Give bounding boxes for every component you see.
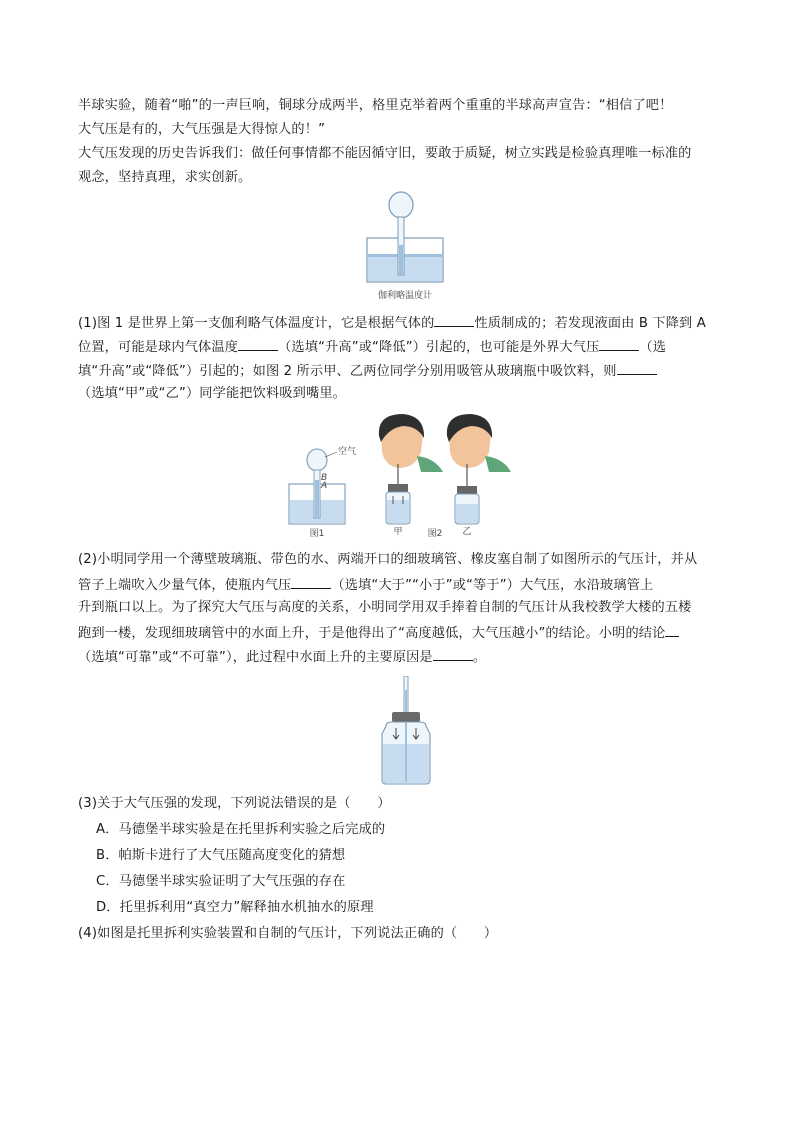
point-b-label: B	[321, 473, 328, 483]
q2-line-2	[78, 574, 653, 596]
barometer-bottle-figure	[374, 676, 438, 786]
air-label: 空气	[338, 447, 357, 457]
jia-label: 甲	[393, 527, 403, 537]
q3-option-d[interactable]: D．托里拆利用“真空力”解释抽水机抽水的原理	[96, 900, 374, 915]
q2-text: 。	[472, 650, 487, 665]
answer-blank[interactable]	[617, 360, 657, 375]
q3-option-a[interactable]: A．马德堡半球实验是在托里拆利实验之后完成的	[96, 822, 386, 837]
q2-text: （选填“大于”“小于”或“等于”）大气压，水沿玻璃管上	[331, 578, 654, 593]
yi-label: 乙	[462, 527, 472, 537]
paragraph-line: 大气压发现的历史告诉我们：做任何事情都不能因循守旧，要敢于质疑，树立实践是检验真理唯一标准的	[78, 146, 692, 161]
figure-1-thermometer	[289, 445, 356, 539]
figure-1-and-2	[285, 412, 535, 542]
q3-option-b[interactable]: B．帕斯卡进行了大气压随高度变化的猜想	[96, 848, 346, 863]
q2-text: 跑到一楼，发现细玻璃管中的水面上升，于是他得出了“高度越低，大气压越小”的结论。小明的结论	[78, 626, 666, 641]
q1-line-1	[78, 312, 706, 334]
paragraph-line: 大气压是有的，大气压强是大得惊人的！”	[78, 122, 326, 137]
q2-line-3: 升到瓶口以上。为了探究大气压与高度的关系，小明同学用双手捧着自制的气压计从我校教学大楼的五楼	[78, 600, 692, 615]
figure-2-caption: 图2	[427, 529, 443, 539]
q1-line-2	[78, 336, 666, 358]
q3-stem: (3)关于大气压强的发现，下列说法错误的是（ ）	[78, 796, 391, 811]
answer-blank[interactable]	[291, 574, 331, 589]
figure-1-caption: 图1	[309, 529, 325, 539]
answer-blank[interactable]	[434, 312, 474, 327]
galileo-thermometer-figure	[355, 190, 455, 305]
q1-text: 位置，可能是球内气体温度	[78, 340, 239, 355]
q2-line-5	[78, 646, 486, 668]
q1-line-4: （选填“甲”或“乙”）同学能把饮料吸到嘴里。	[78, 386, 347, 401]
q1-text: 填“升高”或“降低”）引起的；如图 2 所示甲、乙两位同学分别用吸管从玻璃瓶中吸饮料，则	[78, 364, 617, 379]
q1-text: 性质制成的；若发现液面由 B 下降到 A	[474, 316, 706, 331]
answer-blank[interactable]	[665, 622, 679, 637]
q2-text: （选填“可靠”或“不可靠”），此过程中水面上升的主要原因是	[78, 650, 433, 665]
answer-blank[interactable]	[599, 336, 639, 351]
q3-option-c[interactable]: C．马德堡半球实验证明了大气压强的存在	[96, 874, 346, 889]
q1-line-3	[78, 360, 657, 382]
q1-text: (1)图 1 是世界上第一支伽利略气体温度计，它是根据气体的	[78, 316, 435, 331]
galileo-caption: 伽利略温度计	[377, 291, 433, 301]
q2-line-4	[78, 622, 679, 644]
paragraph-line: 半球实验，随着“啪”的一声巨响，铜球分成两半，格里克举着两个重重的半球高声宣告：“相信了吧！	[78, 98, 673, 113]
answer-blank[interactable]	[433, 646, 473, 661]
q2-text: 管子上端吹入少量气体，使瓶内气压	[78, 578, 292, 593]
q4-stem: (4)如图是托里拆利实验装置和自制的气压计，下列说法正确的（ ）	[78, 926, 498, 941]
figure-2-boy-yi	[447, 414, 511, 537]
q1-text: （选	[639, 340, 667, 355]
answer-blank[interactable]	[238, 336, 278, 351]
paragraph-line: 观念，坚持真理，求实创新。	[78, 170, 252, 185]
q1-text: （选填“升高”或“降低”）引起的，也可能是外界大气压	[278, 340, 600, 355]
figure-2-boy-jia	[379, 414, 443, 537]
point-a-label: A	[321, 481, 328, 491]
q2-line-1: (2)小明同学用一个薄壁玻璃瓶、带色的水、两端开口的细玻璃管、橡皮塞自制了如图所示的气压计，并从	[78, 552, 698, 567]
